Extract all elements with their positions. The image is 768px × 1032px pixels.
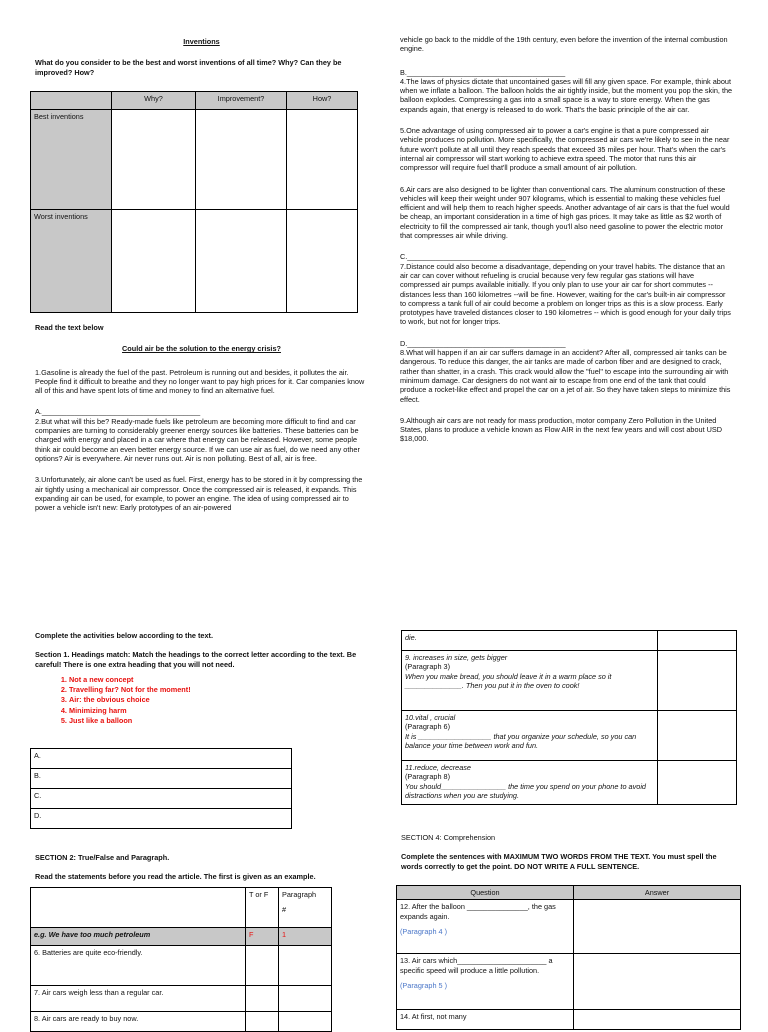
- comprehension-question: [397, 1010, 574, 1030]
- vocab-answer-cell[interactable]: [658, 761, 737, 805]
- heading-option: 3. Air: the obvious choice: [69, 695, 365, 705]
- paragraph-6: 6.Air cars are also designed to be lighter than conventional cars. The aluminum construction of these vehicles will keep their weight under 907 kilograms, which is essential to making these vehicles fuel efficient and will help them to reach higher speeds. Another advantage of air cars is that the fuel would be cheap, an important consideration in a time of high gas prices. It may take as little as $2 worth of electricity to fill the compressed air tank, though you'll also need gasoline to power the electric motor that compresses air while driving.: [400, 184, 732, 241]
- heading-option: 4. Minimizing harm: [69, 706, 365, 716]
- paragraph-answer: 1: [279, 928, 332, 946]
- comprehension-answer-cell[interactable]: [574, 1010, 741, 1030]
- paragraph-4: 4.The laws of physics dictate that uncontained gases will fill any given space. For example, think about when we inflate a balloon. The balloon holds the air tightly inside, but the moment you pop the skin, the balloon explodes. Compressing a gas into a small space is a way to store energy. When the gas expands again, that energy is released to do work. That's the basic principle of the air car.: [400, 76, 735, 114]
- answer-letter-c[interactable]: C.: [31, 789, 292, 809]
- paragraph-answer[interactable]: [279, 946, 332, 986]
- vocabulary-table: [401, 630, 737, 805]
- activities-intro: Complete the activities below according to the text.: [35, 631, 213, 640]
- vocab-answer-cell[interactable]: [658, 651, 737, 711]
- grid-header-blank: [31, 92, 112, 110]
- paragraph-5: 5.One advantage of using compressed air to power a car's engine is that a pure compressed air vehicle produces no pollution. More specifically, the compressed air cars we're likely to see in the near future won't pollute at all until they reach speeds that exceed 35 miles per hour. That's when the car's internal air compressor will start working to achieve extra speed. The motor that runs this air compressor will require fuel that'll produce a small amount of air pollution.: [400, 126, 732, 173]
- paragraph-3: 3.Unfortunately, air alone can't be used as fuel. First, energy has to be stored in it by compressing the air tightly using a mechanical air compressor. Once the compressed air is released, it expands. This expanding air can be used, for example, to power an engine. The idea of using compressed air to power a vehicle isn't new: Early prototypes of an air-powered: [35, 475, 365, 513]
- vocab-paragraph: (Paragraph 6): [405, 722, 451, 732]
- vocab-answer-cell[interactable]: [658, 711, 737, 761]
- headings-answer-table: [30, 748, 292, 829]
- article-title: Could air be the solution to the energy crisis?: [122, 344, 281, 354]
- comprehension-paragraph-ref: (Paragraph 4 ): [400, 926, 448, 936]
- page-title: Inventions: [183, 37, 220, 46]
- tf-answer: F: [246, 928, 279, 946]
- grid-cell[interactable]: [287, 210, 358, 313]
- vocab-definition: 11.reduce, decrease: [405, 763, 471, 772]
- vocab-answer-cell[interactable]: [658, 631, 737, 651]
- grid-cell[interactable]: [112, 210, 196, 313]
- answer-letter-a[interactable]: A.: [31, 749, 292, 769]
- paragraph-answer[interactable]: [279, 1012, 332, 1032]
- grid-header-how: How?: [287, 92, 358, 110]
- heading-blank-c[interactable]: C._______________________________________: [400, 252, 566, 262]
- paragraph-header-hash: #: [282, 905, 287, 915]
- discussion-question: What do you consider to be the best and worst inventions of all time? Why? Can they be improved? How?: [35, 58, 342, 77]
- tf-statement: 6. Batteries are quite eco-friendly.: [31, 946, 246, 986]
- grid-cell[interactable]: [112, 110, 196, 210]
- heading-blank-b[interactable]: B._______________________________________: [400, 67, 566, 77]
- grid-header-improvement: Improvement?: [196, 92, 287, 110]
- section-1-instructions: Section 1. Headings match: Match the headings to the correct letter according to the text. Be careful! There is one extra heading that you will not need.: [35, 650, 357, 669]
- heading-blank-d[interactable]: D._______________________________________: [400, 338, 566, 348]
- grid-cell[interactable]: [287, 110, 358, 210]
- vocab-example: It is __________________ that you organize your schedule, so you can balance your time between work and fun.: [405, 731, 637, 750]
- vocab-item-10: [402, 711, 658, 761]
- comprehension-answer-cell[interactable]: [574, 900, 741, 954]
- tf-statement: 7. Air cars weigh less than a regular car.: [31, 986, 246, 1012]
- tf-answer[interactable]: [246, 946, 279, 986]
- vocab-definition: 9. increases in size, gets bigger: [405, 653, 508, 662]
- comprehension-table: [396, 885, 741, 1030]
- activities-left: [35, 631, 365, 726]
- section-4-text: [401, 833, 737, 871]
- comprehension-paragraph-ref: (Paragraph 5 ): [400, 980, 448, 990]
- article-left: [35, 323, 368, 512]
- worksheet-page-2: [0, 615, 768, 1024]
- section-2-title: SECTION 2: True/False and Paragraph.: [35, 853, 170, 862]
- vocab-die: die.: [402, 631, 658, 651]
- left-column: [35, 37, 368, 80]
- inventions-grid: [30, 91, 358, 313]
- paragraph-header-label: Paragraph: [282, 890, 317, 899]
- vocab-definition: 10.vital , crucial: [405, 713, 456, 722]
- tf-answer[interactable]: [246, 986, 279, 1012]
- vocab-example: You should________________ the time you spend on your phone to avoid distractions when you are studying.: [405, 781, 646, 800]
- section-4-instructions: Complete the sentences with MAXIMUM TWO WORDS FROM THE TEXT. You must spell the words correctly to get the point. DO NOT WRITE A FULL SENTENCE.: [401, 852, 717, 871]
- tf-header: T or F: [246, 888, 279, 928]
- comprehension-answer-cell[interactable]: [574, 954, 741, 1010]
- section-2-text: [35, 853, 365, 882]
- tf-statement: e.g. We have too much petroleum: [31, 928, 246, 946]
- paragraph-2: 2.But what will this be? Ready-made fuels like petroleum are becoming more difficult to find and car companies are turning to considerably greener energy sources like batteries. These batteries can be charged with energy and placed in a car where that energy can be released. However, some people think air could become an even better energy source. If we can use air as fuel, do we need any other options? Air is everywhere. Air never runs out. Air is non polluting. Best of all, air is free.: [35, 416, 362, 463]
- comprehension-question: [397, 954, 574, 1010]
- vocab-item-11: [402, 761, 658, 805]
- grid-row-best: Best inventions: [31, 110, 112, 210]
- headings-list: [35, 675, 365, 726]
- paragraph-7: 7.Distance could also become a disadvantage, depending on your travel habits. The distance that an air car can cover without refueling is crucial because very few regular gas stations will have compressed air pumps available initially. If you only plan to use your air car for short commutes -- distances less than 160 kilometres --will be fine. However, waiting for the car's built-in air compressor to compress a tank full of air could become a problem on longer trips as this is a slow process. Early prototypes have traveled distances closer to 190 kilometres -- which is good enough for your daily trips to work, but not for longer trips.: [400, 261, 733, 327]
- answer-letter-d[interactable]: D.: [31, 809, 292, 829]
- comprehension-question: [397, 900, 574, 954]
- heading-option: 1. Not a new concept: [69, 675, 365, 685]
- heading-option: 2. Travelling far? Not for the moment!: [69, 685, 365, 695]
- comprehension-question-text: 13. Air cars which______________________ a specific speed will produce a little pollution.: [400, 956, 553, 975]
- heading-blank-a[interactable]: A._______________________________________: [35, 407, 201, 417]
- grid-row-worst: Worst inventions: [31, 210, 112, 313]
- paragraph-1: 1.Gasoline is already the fuel of the past. Petroleum is running out and besides, it pollutes the air. People find it difficult to breathe and they no longer want to pay high prices for it. Car companies know all of this and have spent lots of time and money to find an alternative fuel.: [35, 367, 367, 396]
- grid-cell[interactable]: [196, 210, 287, 313]
- paragraph-answer[interactable]: [279, 986, 332, 1012]
- tf-statement: 8. Air cars are ready to buy now.: [31, 1012, 246, 1032]
- tf-header-statement: [31, 888, 246, 928]
- tf-answer[interactable]: [246, 1012, 279, 1032]
- comprehension-header-answer: Answer: [574, 886, 741, 900]
- vocab-item-9: [402, 651, 658, 711]
- heading-option: 5. Just like a balloon: [69, 716, 365, 726]
- comprehension-question-text: 12. After the balloon _______________, the gas expands again.: [400, 902, 556, 921]
- true-false-table: [30, 887, 332, 1032]
- comprehension-header-question: Question: [397, 886, 574, 900]
- article-right: [400, 35, 733, 444]
- answer-letter-b[interactable]: B.: [31, 769, 292, 789]
- paragraph-header: [279, 888, 332, 928]
- vocab-example: When you make bread, you should leave it in a warm place so it ______________. Then you put it in the oven to cook!: [405, 671, 612, 690]
- grid-header-why: Why?: [112, 92, 196, 110]
- grid-cell[interactable]: [196, 110, 287, 210]
- vocab-paragraph: (Paragraph 8): [405, 772, 451, 782]
- section-4-title: SECTION 4: Comprehension: [401, 833, 496, 842]
- vocab-paragraph: (Paragraph 3): [405, 662, 451, 672]
- paragraph-9: 9.Although air cars are not ready for mass production, motor company Zero Pollution in the United States, plans to produce a vehicle known as Flow AIR in the next few years and will cost about USD $18,000.: [400, 415, 725, 444]
- paragraph-3-continued: vehicle go back to the middle of the 19th century, even before the invention of the internal combustion engine.: [400, 35, 730, 54]
- read-label: Read the text below: [35, 323, 104, 332]
- section-2-instructions: Read the statements before you read the article. The first is given as an example.: [35, 872, 316, 882]
- paragraph-8: 8.What will happen if an air car suffers damage in an accident? After all, compressed air tanks can be dangerous. To reduce this danger, the air tanks are made of carbon fiber and are designed to crack, rather than shatter, in a crash. This crack would allow the "fuel" to escape into the surrounding air with minimum damage. Car designers do not want air to escape from one end of the tank that could produce a rocket-like effect and propel the car on a jet of air. So they have taken steps to minimize this effect.: [400, 348, 733, 404]
- comprehension-question-text: 14. At first, not many: [400, 1012, 467, 1022]
